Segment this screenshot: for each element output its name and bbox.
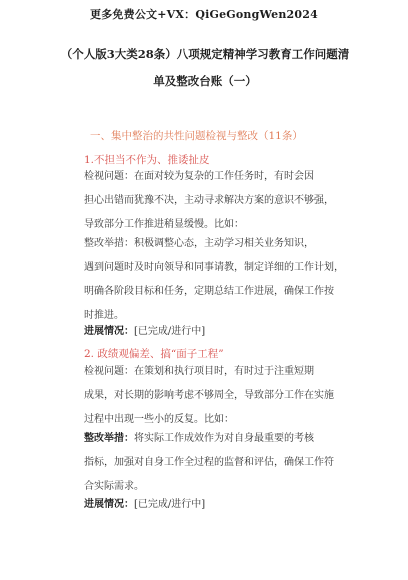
document-title-line1: （个人版3大类28条）八项规定精神学习教育工作问题清 [60,47,350,61]
item2-heading: 2. 政绩观偏差、搞“面子工程” [84,348,224,360]
document-title-line2: 单及整改台账（一） [153,74,257,88]
item2-progress [84,495,205,510]
item2-check-line: 检视问题：在策划和执行项目时，有时过于注重短期 [84,366,314,377]
fix-text: 将实际工作成效作为对自身最重要的考核 [134,433,314,444]
item2-fix-paragraph [84,427,334,499]
item1-fix-line: 整改举措：积极调整心态，主动学习相关业务知识， [84,238,314,249]
item1-check-line: 导致部分工作推进稍显缓慢。比如： [84,219,244,230]
promo-header: 更多免费公文+VX：QiGeGongWen2024 [90,8,318,21]
progress-label: 进展情况： [84,499,134,510]
item1-fix-paragraph [84,232,344,328]
item1-check-paragraph [84,165,334,237]
section-heading: 一、集中整治的共性问题检视与整改（11条） [90,130,303,142]
item1-progress [84,322,205,337]
fix-label: 整改举措： [84,433,134,444]
progress-value: [已完成/进行中] [134,499,206,510]
item2-check-line: 过程中出现一些小的反复。比如： [84,414,234,425]
progress-value: [已完成/进行中] [134,326,206,337]
item1-heading: 1.不担当不作为、推诿扯皮 [84,154,210,166]
item2-fix-line: 指标，加强对自身工作全过程的监督和评估，确保工作符 [84,457,334,468]
item2-check-line: 成果，对长期的影响考虑不够周全，导致部分工作在实施 [84,390,334,401]
item1-fix-line: 明确各阶段目标和任务，定期总结工作进展，确保工作按 [84,286,334,297]
item2-check-paragraph [84,360,334,432]
item1-fix-line: 时推进。 [84,310,124,321]
item1-fix-line: 遇到问题时及时向领导和同事请教，制定详细的工作计划， [84,262,344,273]
item1-check-line: 担心出错而犹豫不决，主动寻求解决方案的意识不够强， [84,195,334,206]
item1-check-line: 检视问题：在面对较为复杂的工作任务时，有时会因 [84,171,314,182]
item2-fix-line [84,427,330,451]
progress-label: 进展情况： [84,326,134,337]
item2-fix-line: 合实际需求。 [84,481,144,492]
